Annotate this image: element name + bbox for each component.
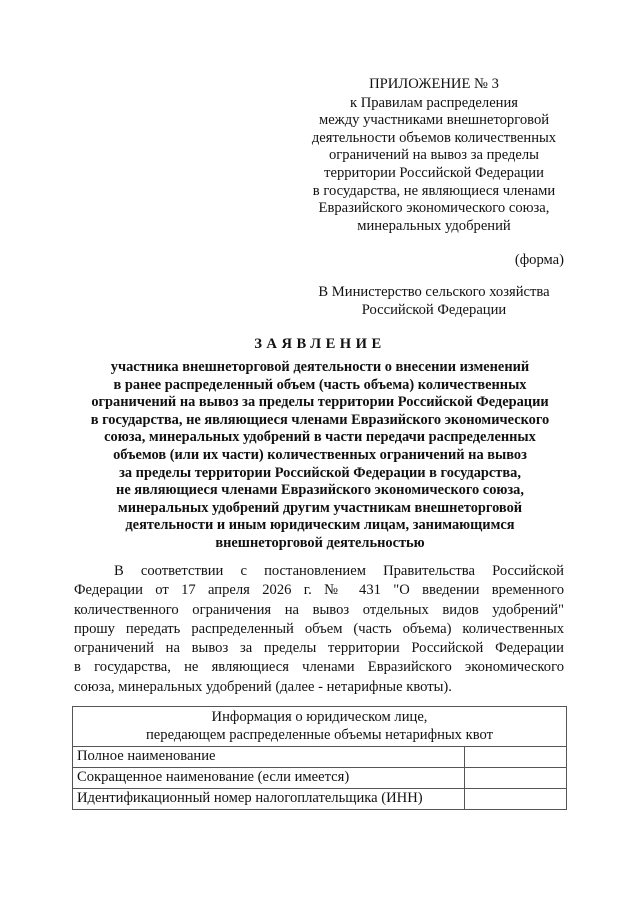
appendix-line: минеральных удобрений	[357, 217, 511, 234]
body-paragraph	[74, 562, 564, 697]
table-row	[73, 789, 567, 810]
subheading-line: ограничений на вывоз за пределы территории Российской Федерации	[91, 394, 549, 411]
appendix-line: в государства, не являющиеся членами	[312, 182, 556, 199]
body-line: прошу передать распределенный объем (часть объема) количественных	[74, 620, 564, 637]
body-line: количественного ограничения на вывоз отдельных видов удобрений"	[74, 601, 564, 618]
subheading-line: не являющиеся членами Евразийского экономического союза,	[116, 482, 524, 499]
subheading-line: объемов (или их части) количественных ограничений на вывоз	[113, 446, 527, 463]
row-value-cell[interactable]	[465, 747, 567, 768]
appendix-line: Евразийского экономического союза,	[318, 200, 550, 217]
row-value-cell[interactable]	[465, 789, 567, 810]
document-subheading	[72, 359, 568, 553]
subheading-line: союза, минеральных удобрений в части передачи распределенных	[104, 429, 536, 446]
addressee-block	[300, 284, 568, 319]
row-label: Идентификационный номер налогоплательщика (ИНН)	[73, 789, 465, 810]
appendix-line: к Правилам распределения	[349, 94, 519, 111]
subheading-line: минеральных удобрений другим участникам внешнеторговой	[117, 499, 523, 516]
body-line: ограничений на вывоз за пределы территории Российской Федерации	[74, 640, 564, 657]
legal-entity-table	[72, 706, 567, 810]
addressee-line: Российской Федерации	[361, 301, 507, 318]
appendix-line: территории Российской Федерации	[324, 164, 544, 181]
body-line: в государства, не являющиеся членами Евразийского экономического	[74, 659, 564, 676]
appendix-line: между участниками внешнеторговой	[318, 112, 550, 129]
table-header-line: передающем распределенные объемы нетарифных квот	[145, 726, 493, 743]
subheading-line: внешнеторговой деятельностью	[215, 534, 425, 551]
subheading-line: за пределы территории Российской Федерации в государства,	[119, 464, 521, 481]
appendix-line: деятельности объемов количественных	[311, 129, 557, 146]
body-line: Федерации от 17 апреля 2026 г. № 431 "О введении временного	[74, 582, 564, 599]
table-row	[73, 747, 567, 768]
table-header-row	[73, 707, 567, 747]
row-label: Полное наименование	[73, 747, 465, 768]
subheading-line: в государства, не являющиеся членами Евразийского экономического	[90, 411, 550, 428]
addressee-line: В Министерство сельского хозяйства	[318, 284, 550, 300]
appendix-title: ПРИЛОЖЕНИЕ № 3	[369, 76, 499, 92]
form-label: (форма)	[514, 252, 564, 268]
subheading-line: в ранее распределенный объем (часть объема) количественных	[113, 376, 527, 393]
subheading-line: деятельности и иным юридическим лицам, занимающимся	[125, 517, 515, 534]
body-line: В соответствии с постановлением Правительства Российской	[114, 563, 564, 579]
table-header	[73, 707, 567, 747]
row-value-cell[interactable]	[465, 768, 567, 789]
body-line: союза, минеральных удобрений (далее - нетарифные квоты).	[74, 678, 452, 695]
appendix-block	[300, 76, 568, 235]
document-heading: ЗАЯВЛЕНИЕ	[254, 336, 386, 352]
row-label: Сокращенное наименование (если имеется)	[73, 768, 465, 789]
table-row	[73, 768, 567, 789]
table-header-line: Информация о юридическом лице,	[211, 709, 428, 725]
subheading-line: участника внешнеторговой деятельности о внесении изменений	[110, 359, 530, 375]
appendix-line: ограничений на вывоз за пределы	[329, 147, 539, 164]
